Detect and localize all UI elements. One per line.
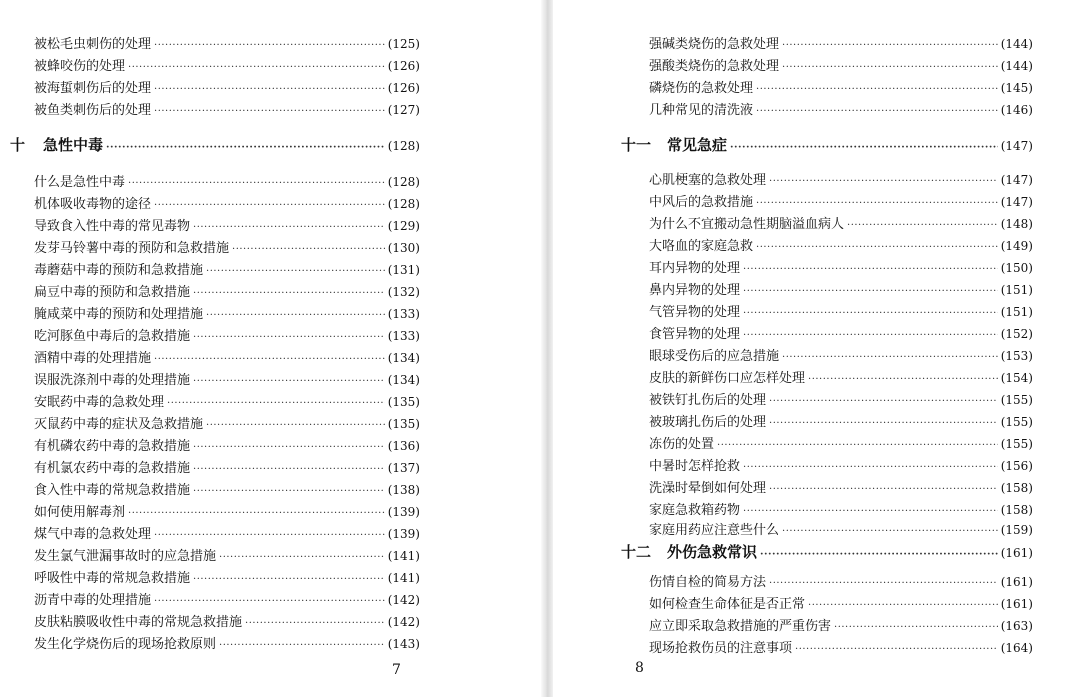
right-page [553,0,1071,697]
entry-page-number: (155) [1000,437,1033,451]
entry-title: 扁豆中毒的预防和急救措施 [34,285,191,300]
entry-title: 呼吸性中毒的常规急救措施 [34,571,191,586]
toc-entry [34,172,420,192]
toc-entry [34,34,420,54]
entry-page-number: (126) [387,59,420,73]
leader-dots [782,522,998,542]
entry-page-number: (151) [1000,305,1033,319]
leader-dots [769,172,998,192]
entry-page-number: (142) [387,593,420,607]
leader-dots [193,460,385,480]
entry-page-number: (161) [1000,575,1033,589]
toc-entry [34,282,420,302]
entry-title: 毒蘑菇中毒的预防和急救措施 [34,263,204,278]
entry-page-number: (128) [387,197,420,211]
toc-entry [649,56,1033,76]
entry-title: 发生氯气泄漏事故时的应急措施 [34,549,217,564]
toc-entry [649,280,1033,300]
chapter-number: 十二 [621,543,652,561]
leader-dots [128,58,385,78]
leader-dots [206,306,385,326]
entry-page-number: (138) [387,483,420,497]
chapter-title: 急性中毒 [43,136,104,154]
entry-title: 食管异物的处理 [649,327,741,342]
entry-page-number: (142) [387,615,420,629]
toc-entry [649,258,1033,278]
leader-dots [128,174,385,194]
leader-dots [795,640,998,660]
leader-dots [782,348,998,368]
page-number: 8 [635,660,644,676]
leader-dots [154,526,385,546]
entry-page-number: (133) [387,329,420,343]
leader-dots [154,592,385,612]
page-number: 7 [392,662,401,678]
leader-dots [219,548,385,568]
entry-title: 被松毛虫刺伤的处理 [34,37,152,52]
entry-page-number: (148) [1000,217,1033,231]
toc-entry [34,502,420,522]
entry-title: 机体吸收毒物的途径 [34,197,152,212]
toc-entry [34,348,420,368]
entry-title: 为什么不宜搬动急性期脑溢血病人 [649,217,845,232]
entry-title: 食入性中毒的常规急救措施 [34,483,191,498]
entry-title: 中风后的急救措施 [649,195,754,210]
toc-entry [649,616,1033,636]
leader-dots [743,260,998,280]
leader-dots [128,504,385,524]
leader-dots [245,614,385,634]
leader-dots [769,574,998,594]
entry-page-number: (155) [1000,415,1033,429]
entry-title: 洗澡时晕倒如何处理 [649,481,767,496]
toc-entry [649,346,1033,366]
leader-dots [219,636,385,656]
entry-title: 中暑时怎样抢救 [649,459,741,474]
leader-dots [769,414,998,434]
entry-page-number: (149) [1000,239,1033,253]
entry-page-number: (141) [387,549,420,563]
entry-title: 如何检查生命体征是否正常 [649,597,806,612]
entry-page-number: (161) [1000,597,1033,611]
entry-title: 大咯血的家庭急救 [649,239,754,254]
toc-entry [649,192,1033,212]
entry-page-number: (159) [1000,523,1033,537]
entry-page-number: (144) [1000,37,1033,51]
toc-chapter-heading [10,133,420,157]
leader-dots [193,284,385,304]
entry-page-number: (134) [387,351,420,365]
toc-entry [34,436,420,456]
toc-entry [34,524,420,544]
entry-title: 沥青中毒的处理措施 [34,593,152,608]
entry-page-number: (130) [387,241,420,255]
toc-entry [34,568,420,588]
entry-title: 强碱类烧伤的急救处理 [649,37,780,52]
toc-entry [649,500,1033,520]
entry-page-number: (128) [387,139,420,153]
chapter-number: 十 [10,136,26,154]
entry-page-number: (143) [387,637,420,651]
entry-title: 导致食入性中毒的常见毒物 [34,219,191,234]
entry-title: 酒精中毒的处理措施 [34,351,152,366]
leader-dots [106,136,385,160]
entry-page-number: (134) [387,373,420,387]
entry-title: 冻伤的处置 [649,437,715,452]
entry-title: 有机磷农药中毒的急救措施 [34,439,191,454]
entry-page-number: (154) [1000,371,1033,385]
toc-entry [34,78,420,98]
toc-entry [34,56,420,76]
entry-page-number: (135) [387,395,420,409]
toc-entry [34,590,420,610]
entry-page-number: (164) [1000,641,1033,655]
entry-title: 强酸类烧伤的急救处理 [649,59,780,74]
toc-entry [649,236,1033,256]
leader-dots [782,36,998,56]
toc-entry [649,594,1033,614]
entry-title: 腌咸菜中毒的预防和处理措施 [34,307,204,322]
toc-entry [649,390,1033,410]
entry-page-number: (136) [387,439,420,453]
entry-title: 气管异物的处理 [649,305,741,320]
toc-entry [649,100,1033,120]
leader-dots [154,80,385,100]
entry-page-number: (163) [1000,619,1033,633]
entry-page-number: (129) [387,219,420,233]
toc-entry [649,78,1033,98]
entry-page-number: (126) [387,81,420,95]
entry-page-number: (147) [1000,173,1033,187]
entry-title: 煤气中毒的急救处理 [34,527,152,542]
entry-page-number: (151) [1000,283,1033,297]
leader-dots [743,458,998,478]
entry-title: 被蜂咬伤的处理 [34,59,126,74]
entry-title: 被海蜇刺伤后的处理 [34,81,152,96]
entry-page-number: (128) [387,175,420,189]
toc-entry [34,414,420,434]
leader-dots [154,36,385,56]
entry-title: 鼻内异物的处理 [649,283,741,298]
entry-title: 应立即采取急救措施的严重伤害 [649,619,832,634]
chapter-title: 常见急症 [667,136,728,154]
leader-dots [193,438,385,458]
leader-dots [206,416,385,436]
toc-entry [649,302,1033,322]
entry-page-number: (137) [387,461,420,475]
entry-page-number: (152) [1000,327,1033,341]
leader-dots [193,328,385,348]
entry-title: 耳内异物的处理 [649,261,741,276]
toc-entry [34,194,420,214]
entry-page-number: (135) [387,417,420,431]
book-spine [541,0,553,697]
entry-title: 现场抢救伤员的注意事项 [649,641,793,656]
toc-entry [649,412,1033,432]
entry-page-number: (125) [387,37,420,51]
toc-entry [649,520,1033,540]
leader-dots [756,102,998,122]
leader-dots [730,136,998,160]
toc-entry [34,634,420,654]
toc-entry [34,216,420,236]
entry-title: 发芽马铃薯中毒的预防和急救措施 [34,241,230,256]
entry-page-number: (158) [1000,503,1033,517]
entry-title: 吃河豚鱼中毒后的急救措施 [34,329,191,344]
entry-page-number: (158) [1000,481,1033,495]
leader-dots [154,350,385,370]
entry-page-number: (146) [1000,103,1033,117]
toc-entry [34,370,420,390]
entry-title: 皮肤粘膜吸收性中毒的常规急救措施 [34,615,243,630]
chapter-title: 外伤急救常识 [667,543,758,561]
entry-title: 被玻璃扎伤后的处理 [649,415,767,430]
toc-entry [34,326,420,346]
toc-entry [649,638,1033,658]
entry-title: 如何使用解毒剂 [34,505,126,520]
entry-page-number: (127) [387,103,420,117]
toc-entry [649,434,1033,454]
leader-dots [743,282,998,302]
leader-dots [760,543,998,567]
entry-page-number: (150) [1000,261,1033,275]
entry-page-number: (132) [387,285,420,299]
toc-chapter-heading [621,133,1033,157]
entry-page-number: (161) [1000,546,1033,560]
leader-dots [808,596,998,616]
entry-page-number: (155) [1000,393,1033,407]
toc-entry [649,34,1033,54]
entry-page-number: (141) [387,571,420,585]
entry-title: 伤情自检的简易方法 [649,575,767,590]
entry-title: 家庭用药应注意些什么 [649,523,780,538]
entry-title: 皮肤的新鲜伤口应怎样处理 [649,371,806,386]
entry-title: 磷烧伤的急救处理 [649,81,754,96]
toc-chapter-heading [621,540,1033,564]
toc-entry [34,612,420,632]
toc-entry [649,368,1033,388]
entry-title: 灭鼠药中毒的症状及急救措施 [34,417,204,432]
leader-dots [154,102,385,122]
leader-dots [193,372,385,392]
leader-dots [743,326,998,346]
leader-dots [808,370,998,390]
entry-page-number: (147) [1000,195,1033,209]
leader-dots [743,304,998,324]
toc-entry [34,392,420,412]
entry-title: 被铁钉扎伤后的处理 [649,393,767,408]
leader-dots [717,436,998,456]
leader-dots [193,218,385,238]
leader-dots [743,502,998,522]
entry-title: 发生化学烧伤后的现场抢救原则 [34,637,217,652]
toc-entry [34,238,420,258]
leader-dots [193,482,385,502]
toc-entry [649,170,1033,190]
toc-entry [649,214,1033,234]
toc-entry [34,304,420,324]
leader-dots [167,394,385,414]
entry-title: 几种常见的清洗液 [649,103,754,118]
leader-dots [756,194,998,214]
entry-page-number: (139) [387,505,420,519]
toc-entry [649,572,1033,592]
leader-dots [847,216,998,236]
leader-dots [193,570,385,590]
entry-title: 眼球受伤后的应急措施 [649,349,780,364]
entry-page-number: (133) [387,307,420,321]
leader-dots [206,262,385,282]
toc-entry [34,100,420,120]
chapter-number: 十一 [621,136,652,154]
entry-page-number: (131) [387,263,420,277]
leader-dots [769,480,998,500]
entry-title: 误服洗涤剂中毒的处理措施 [34,373,191,388]
toc-entry [649,456,1033,476]
entry-title: 安眠药中毒的急救处理 [34,395,165,410]
entry-title: 被鱼类刺伤后的处理 [34,103,152,118]
toc-entry [34,458,420,478]
toc-entry [649,478,1033,498]
entry-title: 什么是急性中毒 [34,175,126,190]
leader-dots [756,80,998,100]
entry-title: 有机氯农药中毒的急救措施 [34,461,191,476]
toc-entry [34,546,420,566]
entry-title: 心肌梗塞的急救处理 [649,173,767,188]
leader-dots [834,618,998,638]
leader-dots [756,238,998,258]
leader-dots [782,58,998,78]
leader-dots [154,196,385,216]
leader-dots [769,392,998,412]
entry-page-number: (144) [1000,59,1033,73]
entry-page-number: (156) [1000,459,1033,473]
entry-page-number: (145) [1000,81,1033,95]
entry-page-number: (147) [1000,139,1033,153]
entry-page-number: (139) [387,527,420,541]
toc-entry [649,324,1033,344]
entry-title: 家庭急救箱药物 [649,503,741,518]
entry-page-number: (153) [1000,349,1033,363]
toc-entry [34,480,420,500]
toc-entry [34,260,420,280]
leader-dots [232,240,385,260]
